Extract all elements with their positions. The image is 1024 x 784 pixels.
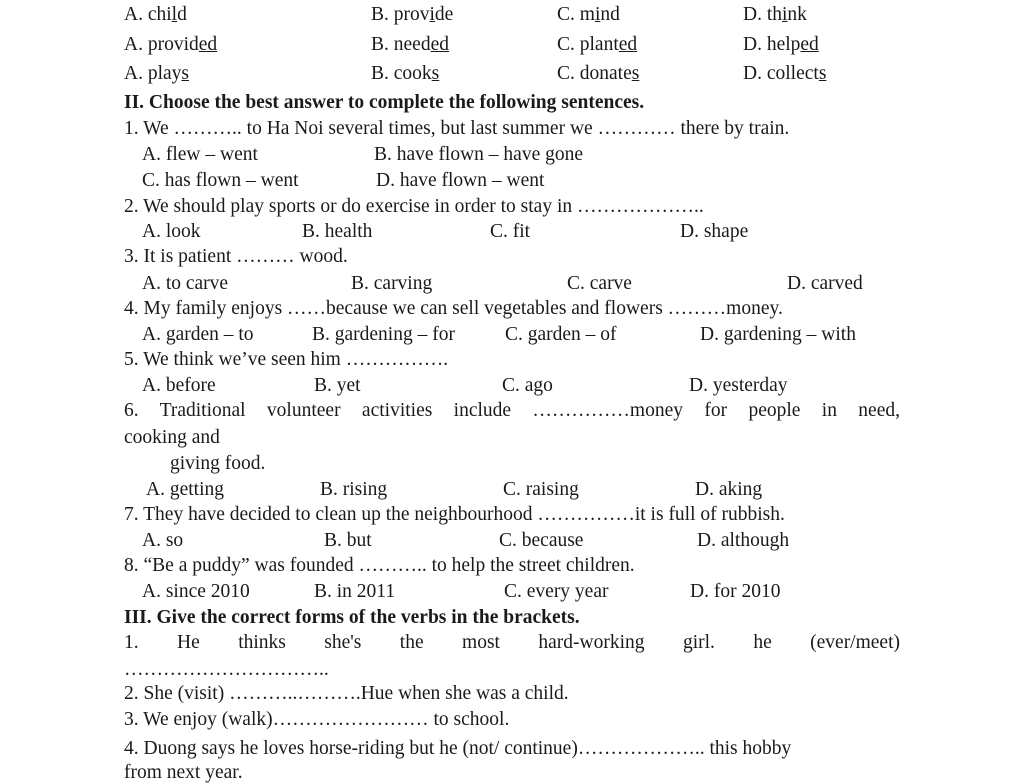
option-c: C. planted [557, 34, 638, 55]
part2-q6-stem-line3: giving food. [170, 453, 266, 474]
option-a: A. look [142, 221, 201, 242]
option-d: D. carved [787, 273, 863, 294]
option-a: A. to carve [142, 273, 229, 294]
option-a: A. so [142, 530, 184, 551]
option-b: B. health [302, 221, 373, 242]
option-d: D. yesterday [689, 375, 788, 396]
option-a: A. provided [124, 34, 218, 55]
option-c: C. carve [567, 273, 632, 294]
option-a: A. child [124, 4, 187, 25]
option-c: C. every year [504, 581, 609, 602]
part2-q6-stem-line2: cooking and [124, 427, 220, 448]
option-b: B. but [324, 530, 372, 551]
option-b: B. in 2011 [314, 581, 396, 602]
option-c: C. because [499, 530, 584, 551]
option-a: A. since 2010 [142, 581, 250, 602]
option-b: B. cooks [371, 63, 440, 84]
part2-q6-stem-line1: 6. Traditional volunteer activities include ……………money for people in need, [124, 400, 900, 421]
option-c: C. has flown – went [142, 170, 299, 191]
option-c: C. ago [502, 375, 553, 396]
part2-q3-stem: 3. It is patient ……… wood. [124, 246, 348, 267]
option-d: D. helped [743, 34, 819, 55]
part3-heading: III. Give the correct forms of the verbs in the brackets. [124, 607, 580, 628]
option-d: D. for 2010 [690, 581, 781, 602]
part2-q5-stem: 5. We think we’ve seen him ……………. [124, 349, 449, 370]
option-a: A. before [142, 375, 216, 396]
option-c: C. donates [557, 63, 640, 84]
part2-q2-stem: 2. We should play sports or do exercise in order to stay in ……………….. [124, 196, 704, 217]
option-d: D. have flown – went [376, 170, 545, 191]
option-b: B. needed [371, 34, 449, 55]
option-c: C. garden – of [505, 324, 617, 345]
part3-q4-line2: from next year. [124, 762, 243, 783]
option-a: A. getting [146, 479, 224, 500]
part3-q1-line1: 1. He thinks she's the most hard-working girl. he (ever/meet) [124, 632, 900, 653]
option-c: C. raising [503, 479, 579, 500]
part2-q4-stem: 4. My family enjoys ……because we can sell vegetables and flowers ………money. [124, 298, 783, 319]
option-b: B. yet [314, 375, 361, 396]
part2-q8-stem: 8. “Be a puddy” was founded ……….. to help the street children. [124, 555, 635, 576]
option-b: B. gardening – for [312, 324, 455, 345]
option-d: D. shape [680, 221, 749, 242]
option-d: D. aking [695, 479, 763, 500]
option-d: D. although [697, 530, 790, 551]
option-d: D. collects [743, 63, 827, 84]
part3-q1-line2: ………………………….. [124, 659, 329, 680]
option-a: A. plays [124, 63, 189, 84]
part3-q4-line1: 4. Duong says he loves horse-riding but he (not/ continue)……………….. this hobby [124, 738, 792, 759]
option-a: A. garden – to [142, 324, 254, 345]
option-d: D. gardening – with [700, 324, 856, 345]
option-a: A. flew – went [142, 144, 258, 165]
option-b: B. carving [351, 273, 433, 294]
part2-q1-stem: 1. We ……….. to Ha Noi several times, but last summer we ………… there by train. [124, 118, 790, 139]
option-b: B. provide [371, 4, 454, 25]
option-c: C. fit [490, 221, 531, 242]
option-c: C. mind [557, 4, 620, 25]
part2-q7-stem: 7. They have decided to clean up the neighbourhood ……………it is full of rubbish. [124, 504, 785, 525]
part3-q3: 3. We enjoy (walk)…………………… to school. [124, 709, 510, 730]
part2-heading: II. Choose the best answer to complete the following sentences. [124, 92, 645, 113]
option-b: B. have flown – have gone [374, 144, 584, 165]
option-d: D. think [743, 4, 807, 25]
option-b: B. rising [320, 479, 388, 500]
part3-q2: 2. She (visit) ………..……….Hue when she was a child. [124, 683, 569, 704]
